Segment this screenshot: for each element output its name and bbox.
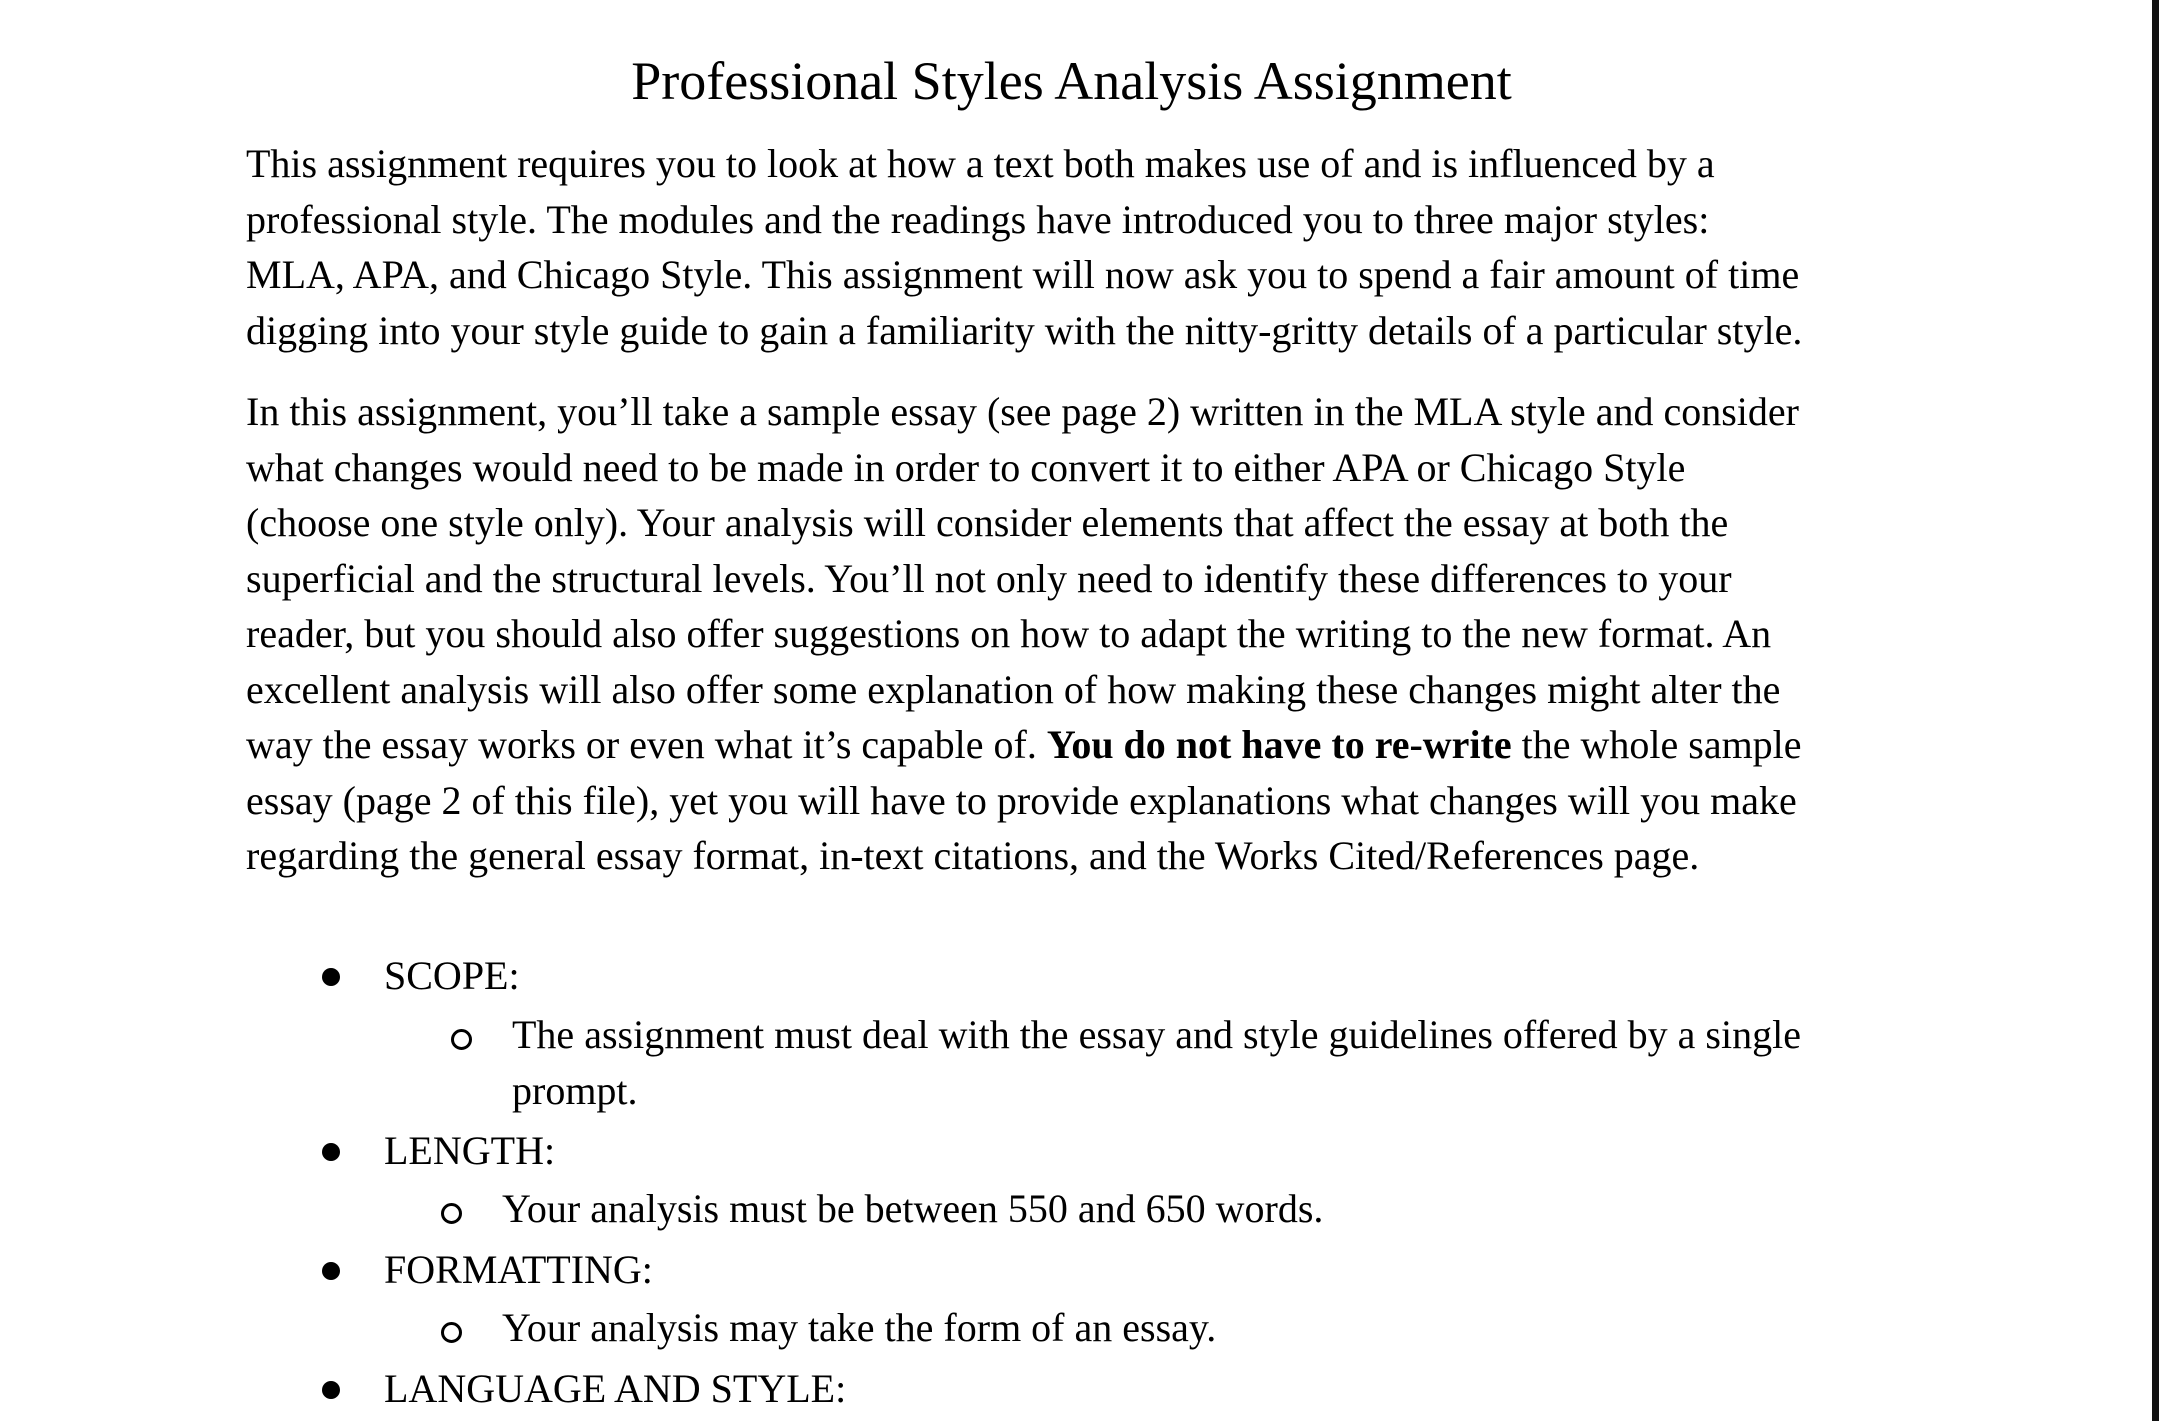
- bullet-icon: [322, 1143, 340, 1161]
- paragraph-line: reader, but you should also offer suggestions on how to adapt the writing to the new format. An: [246, 611, 1772, 656]
- hollow-bullet-icon: [451, 1029, 472, 1050]
- paragraph-line: essay (page 2 of this file), yet you will have to provide explanations what changes will you make: [246, 777, 1797, 823]
- page-edge-border: [2152, 0, 2159, 1421]
- requirement-detail: prompt.: [512, 1068, 638, 1113]
- paragraph-line: regarding the general essay format, in-text citations, and the Works Cited/References page.: [246, 833, 1700, 878]
- document-title: Professional Styles Analysis Assignment: [631, 51, 1512, 111]
- hollow-bullet-icon: [441, 1322, 462, 1343]
- requirement-heading-length: LENGTH:: [384, 1128, 556, 1173]
- bullet-icon: [322, 1381, 340, 1399]
- paragraph-line: superficial and the structural levels. You’ll not only need to identify these differences to your: [246, 555, 1732, 601]
- line-text-after-bold: the whole sample: [1511, 722, 1802, 767]
- bullet-icon: [322, 1262, 340, 1280]
- paragraph-line: (choose one style only). Your analysis will consider elements that affect the essay at both the: [246, 500, 1729, 545]
- bullet-icon: [322, 968, 340, 986]
- paragraph-line: what changes would need to be made in order to convert it to either APA or Chicago Style: [246, 444, 1686, 490]
- requirement-detail: Your analysis may take the form of an essay.: [502, 1305, 1217, 1350]
- line-text-before-bold: way the essay works or even what it’s capable of.: [246, 722, 1047, 767]
- bold-emphasis: You do not have to re-write: [1046, 722, 1512, 767]
- instructions-paragraph: [246, 384, 1966, 884]
- requirement-heading-scope: SCOPE:: [384, 953, 520, 998]
- intro-paragraph: [246, 136, 1966, 358]
- paragraph-line: professional style. The modules and the readings have introduced you to three major styles:: [246, 196, 1710, 242]
- hollow-bullet-icon: [441, 1203, 462, 1224]
- requirement-heading-language-style: LANGUAGE AND STYLE:: [384, 1366, 847, 1411]
- paragraph-line: digging into your style guide to gain a familiarity with the nitty-gritty details of a particular style.: [246, 307, 1803, 353]
- requirement-heading-formatting: FORMATTING:: [384, 1247, 653, 1292]
- requirement-detail: The assignment must deal with the essay and style guidelines offered by a single: [512, 1012, 1801, 1057]
- paragraph-line: MLA, APA, and Chicago Style. This assignment will now ask you to spend a fair amount of time: [246, 252, 1800, 297]
- paragraph-line: [246, 717, 1966, 773]
- requirement-detail: Your analysis must be between 550 and 650 words.: [502, 1186, 1324, 1231]
- paragraph-line: excellent analysis will also offer some explanation of how making these changes might alter the: [246, 666, 1781, 712]
- paragraph-line: In this assignment, you’ll take a sample essay (see page 2) written in the MLA style and consider: [246, 389, 1799, 434]
- paragraph-line: This assignment requires you to look at how a text both makes use of and is influenced by a: [246, 141, 1715, 186]
